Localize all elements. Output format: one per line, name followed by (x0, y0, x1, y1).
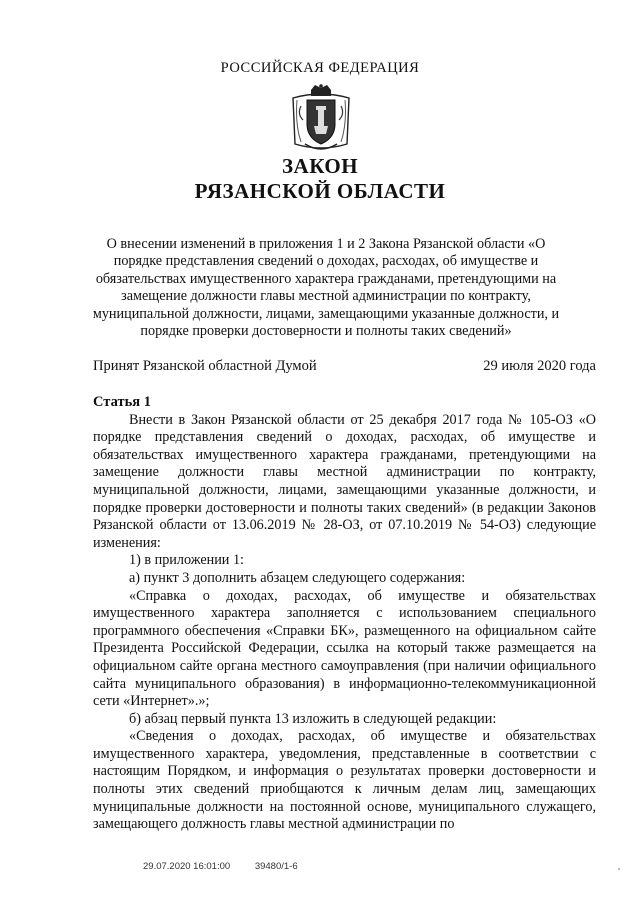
quote-2: «Сведения о доходах, расходах, об имуществе и обязательствах имущественного характера, уведомления, представленные в соответствии с настоящим Порядком, и информация о результатах проверки достоверности и полноты этих сведений приобщаются к личным делам лиц, замещающих муниципальные должности на постоянной основе, муниципального служащего, замещающего должность главы местной администрации по (93, 728, 596, 833)
item-1b: б) абзац первый пункта 13 изложить в следующей редакции: (129, 710, 497, 727)
footer-doc-number: 39480/1-6 (254, 861, 298, 872)
article-intro: Внести в Закон Рязанской области от 25 декабря 2017 года № 105-ОЗ «О порядке представления сведений о доходах, расходах, об имуществе и обязательствах имущественного характера гражданами, претендующими на замещение должности главы местной администрации по контракту, муниципальной должности, лицами, замещающими указанные должности, и порядке проверки достоверности и полноты таких сведений» (в редакции Законов Рязанской области от 13.06.2019 № 28-ОЗ, от 07.10.2019 № 54-ОЗ) следующие изменения: (93, 411, 596, 551)
scan-speck (618, 868, 620, 870)
item-1: 1) в приложении 1: (129, 552, 244, 569)
ryazan-coat-of-arms-icon (287, 84, 355, 154)
footer-timestamp: 29.07.2020 16:01:00 (143, 861, 231, 872)
adoption-line (93, 358, 596, 375)
law-subject: О внесении изменений в приложения 1 и 2 Закона Рязанской области «О порядке представления сведений о доходах, расходах, об имуществе и обязательствах имущественного характера гражданами, претендующими на замещение должности главы местной администрации по контракту, муниципальной должности, лицами, замещающими указанные должности, и порядке проверки достоверности и полноты таких сведений» (92, 236, 560, 340)
adopted-by: Принят Рязанской областной Думой (93, 358, 317, 374)
item-1a: а) пункт 3 дополнить абзацем следующего содержания: (129, 569, 466, 586)
country-heading: РОССИЙСКАЯ ФЕДЕРАЦИЯ (220, 60, 420, 76)
article-heading: Статья 1 (93, 394, 151, 410)
article-body (93, 394, 596, 834)
law-title (0, 154, 640, 204)
law-title-line1: ЗАКОН (281, 154, 359, 178)
document-footer (143, 861, 320, 872)
law-title-line2: РЯЗАНСКОЙ ОБЛАСТИ (194, 179, 446, 203)
adoption-date: 29 июля 2020 года (483, 358, 596, 374)
quote-1: «Справка о доходах, расходах, об имуществе и обязательствах имущественного характера заполняется с использованием специального программного обеспечения «Справки БК», размещенного на официальном сайте Президента Российской Федерации, ссылка на который также размещается на официальном сайте органа местного самоуправления (при наличии официального сайта муниципального образования) в информационно-телекоммуникационной сети «Интернет».»; (93, 587, 596, 710)
